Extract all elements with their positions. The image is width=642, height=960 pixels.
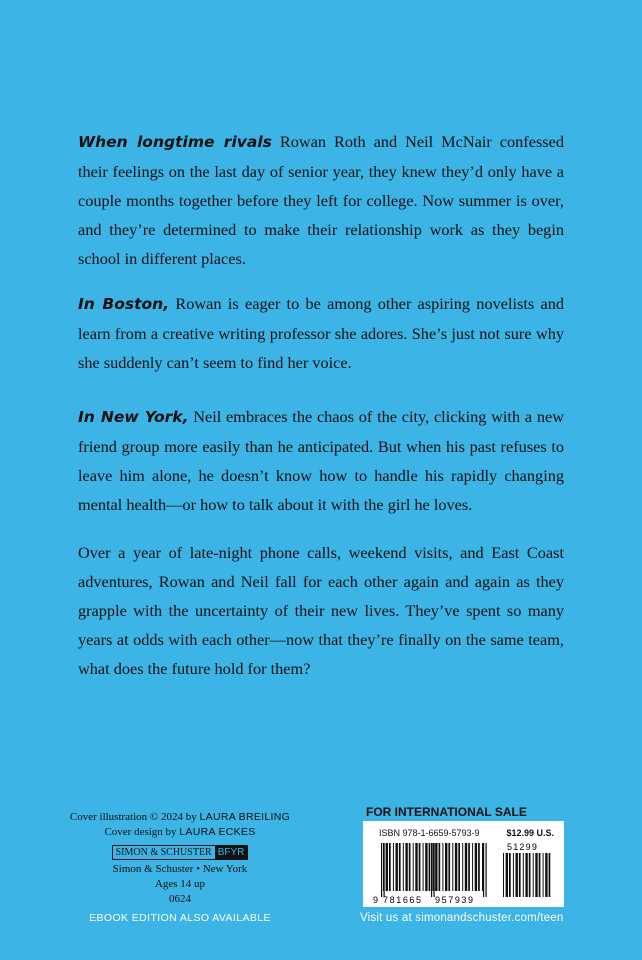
barcode-bar bbox=[482, 843, 483, 891]
paragraph-lead: When longtime rivals bbox=[78, 133, 272, 151]
barcode-bar bbox=[465, 843, 467, 891]
barcode-bar bbox=[409, 843, 411, 891]
barcode-bar bbox=[545, 853, 547, 897]
barcode-bar bbox=[549, 853, 551, 897]
price-text: $12.99 U.S. bbox=[506, 828, 554, 838]
design-label: Cover design by bbox=[104, 826, 177, 838]
age-range: Ages 14 up bbox=[154, 878, 206, 890]
barcode-bar bbox=[445, 843, 447, 891]
addon-bars bbox=[503, 853, 550, 897]
barcode-bar bbox=[516, 853, 518, 897]
barcode-bar bbox=[413, 843, 414, 891]
barcode-bar bbox=[535, 853, 537, 897]
barcode-bar bbox=[442, 843, 443, 891]
barcode-bar bbox=[435, 843, 437, 891]
barcode-bar bbox=[389, 843, 391, 891]
barcode-bar bbox=[519, 853, 521, 897]
website-line: Visit us at simonandschuster.com/teen bbox=[360, 912, 564, 924]
barcode-guard-bar bbox=[431, 843, 432, 897]
logo-bfyr: BFYR bbox=[215, 846, 248, 859]
barcode-graphic bbox=[371, 841, 557, 905]
barcode-bar bbox=[403, 843, 404, 891]
barcode-panel bbox=[363, 821, 564, 907]
blurb-paragraph bbox=[78, 289, 564, 377]
barcode-bar bbox=[452, 843, 453, 891]
paragraph-lead: In New York, bbox=[78, 408, 189, 426]
logo-imprint: SIMON & SCHUSTER bbox=[115, 847, 212, 858]
barcode-bar bbox=[478, 843, 480, 891]
barcode-digits-right: 957939 bbox=[435, 895, 475, 905]
illustration-credit bbox=[60, 810, 300, 825]
blurb-paragraph bbox=[78, 538, 564, 683]
barcode-bar bbox=[429, 843, 431, 891]
barcode-guard-bar bbox=[483, 843, 484, 897]
barcode-digits-left: 781665 bbox=[383, 895, 423, 905]
barcode-guard-bar bbox=[384, 843, 385, 897]
barcode-bar bbox=[425, 843, 427, 891]
barcode-bar bbox=[458, 843, 460, 891]
barcode-bar bbox=[509, 853, 511, 897]
barcode-digit-lead: 9 bbox=[373, 895, 379, 905]
paragraph-text: Rowan is eager to be among other aspiring novelists and learn from a creative writing professor she adores. She’s just not sure why she suddenly can’t seem to find her voice. bbox=[78, 294, 564, 372]
barcode-bar bbox=[423, 843, 424, 891]
barcode-bar bbox=[396, 843, 398, 891]
barcode-bar bbox=[543, 853, 544, 897]
paragraph-text: Over a year of late-night phone calls, weekend visits, and East Coast adventures, Rowan and Neil fall for each other again and again as they grapple with the uncertainty of their new lives. They’ve spent so many years at odds with each other—now that they’re finally on the same team, what does the future hold for them? bbox=[78, 543, 564, 678]
barcode-bar bbox=[433, 843, 434, 891]
barcode-bar bbox=[399, 843, 401, 891]
addon-digits: 51299 bbox=[507, 842, 539, 852]
barcode-bar bbox=[533, 853, 534, 897]
barcode-bar bbox=[475, 843, 477, 891]
barcode-bar bbox=[462, 843, 463, 891]
barcode-bar bbox=[506, 853, 508, 897]
barcode-bar bbox=[523, 853, 524, 897]
blurb-paragraph bbox=[78, 402, 564, 519]
illustration-label: Cover illustration © 2024 by bbox=[69, 811, 197, 823]
paragraph-lead: In Boston, bbox=[78, 295, 170, 313]
barcode-bar bbox=[393, 843, 394, 891]
paragraph-text: Neil embraces the chaos of the city, clicking with a new friend group more easily than he anticipated. But when his past refuses to leave him alone, he doesn’t know how to handle his rapidly changing mental health—or how to talk about it with the girl he loves. bbox=[78, 407, 564, 514]
barcode-bar bbox=[439, 843, 441, 891]
barcode-bar bbox=[468, 843, 470, 891]
international-sale-label: FOR INTERNATIONAL SALE bbox=[366, 805, 527, 819]
publisher-line: Simon & Schuster • New York bbox=[112, 863, 248, 875]
print-code: 0624 bbox=[169, 893, 191, 905]
publisher-logo bbox=[112, 845, 249, 860]
ebook-notice: EBOOK EDITION ALSO AVAILABLE bbox=[89, 912, 271, 924]
ean-bars bbox=[381, 843, 487, 897]
barcode-bar bbox=[455, 843, 457, 891]
barcode-guard-bar bbox=[486, 843, 487, 897]
barcode-bar bbox=[415, 843, 417, 891]
isbn-text: ISBN 978-1-6659-5793-9 bbox=[379, 828, 480, 838]
illustrator-name: LAURA BREILING bbox=[199, 811, 291, 823]
credits-block bbox=[60, 810, 300, 907]
designer-name: LAURA ECKES bbox=[179, 826, 256, 838]
blurb-paragraph bbox=[78, 127, 564, 273]
barcode-bar bbox=[539, 853, 541, 897]
barcode-bar bbox=[405, 843, 407, 891]
barcode-bar bbox=[529, 853, 531, 897]
design-credit bbox=[60, 825, 300, 840]
barcode-bar bbox=[525, 853, 527, 897]
barcode-bar bbox=[503, 853, 504, 897]
barcode-bar bbox=[513, 853, 514, 897]
barcode-guard-bar bbox=[381, 843, 382, 897]
barcode-guard-bar bbox=[434, 843, 435, 897]
barcode-bar bbox=[419, 843, 421, 891]
barcode-bar bbox=[448, 843, 450, 891]
paragraph-text: Rowan Roth and Neil McNair confessed their feelings on the last day of senior year, they knew they’d only have a couple months together before they left for college. Now summer is over, and they’re determined to make their relationship work as they begin school in different places. bbox=[78, 132, 564, 268]
barcode-bar bbox=[472, 843, 473, 891]
barcode-bar bbox=[386, 843, 388, 891]
